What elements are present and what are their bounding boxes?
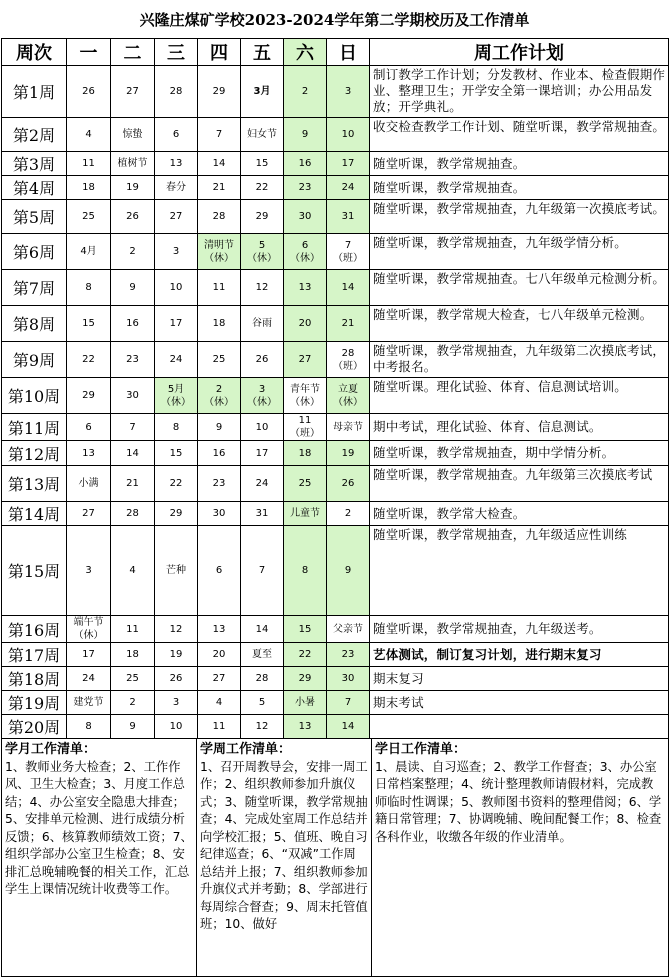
day-cell-wed: 22 [155,466,198,502]
week-row [2,176,669,200]
week-list-title: 学周工作清单： [200,742,292,757]
week-label: 第14周 [2,502,67,526]
day-cell-sun: 31 [327,200,370,234]
day-cell-tue: 18 [111,643,155,667]
day-cell-wed: 5月 （休） [155,378,198,414]
day-cell-sun: 14 [327,270,370,306]
day-cell-thu: 14 [198,152,241,176]
day-cell-sun: 父亲节 [327,616,370,643]
day-cell-tue: 7 [111,414,155,441]
day-cell-sun: 23 [327,643,370,667]
day-cell-thu: 清明节 （休） [198,234,241,270]
week-task: 艺体测试，制订复习计划，进行期末复习 [370,643,669,667]
day-cell-sat: 8 [284,526,327,616]
day-cell-fri: 12 [241,715,284,739]
day-cell-wed: 28 [155,66,198,118]
day-cell-thu: 23 [198,466,241,502]
day-cell-sun: 28 （班） [327,342,370,378]
day-cell-mon: 11 [67,152,111,176]
day-cell-mon: 29 [67,378,111,414]
day-cell-wed: 春分 [155,176,198,200]
week-task: 随堂听课，教学常大检查。 [370,502,669,526]
week-row [2,502,669,526]
day-cell-mon: 22 [67,342,111,378]
day-cell-fri: 14 [241,616,284,643]
day-cell-sun: 19 [327,441,370,466]
month-list-title: 学月工作清单： [5,742,97,757]
day-cell-sat: 15 [284,616,327,643]
day-cell-tue: 惊蛰 [111,118,155,152]
day-cell-sat: 儿童节 [284,502,327,526]
week-row [2,466,669,502]
week-row [2,66,669,118]
week-label: 第15周 [2,526,67,616]
day-cell-fri: 29 [241,200,284,234]
week-task: 随堂听课，教学常规抽查。 [370,176,669,200]
day-cell-fri: 31 [241,502,284,526]
day-cell-sat: 小暑 [284,691,327,715]
day-cell-thu: 28 [198,200,241,234]
day-cell-tue: 25 [111,667,155,691]
week-row [2,441,669,466]
day-cell-sat: 23 [284,176,327,200]
day-cell-sun: 立夏 （休） [327,378,370,414]
day-cell-mon: 小满 [67,466,111,502]
day-cell-sun: 7 [327,691,370,715]
day-cell-mon: 18 [67,176,111,200]
day-cell-sun: 7 （班） [327,234,370,270]
week-task: 随堂听课。理化试验、体育、信息测试培训。 [370,378,669,414]
day-cell-thu: 18 [198,306,241,342]
day-cell-wed: 15 [155,441,198,466]
day-cell-wed: 6 [155,118,198,152]
week-task: 随堂听课，教学常规抽查，九年级学情分析。 [370,234,669,270]
day-cell-mon: 3 [67,526,111,616]
day-cell-thu: 9 [198,414,241,441]
day-cell-sat: 25 [284,466,327,502]
week-row [2,234,669,270]
header-fri: 五 [241,39,284,66]
week-task: 随堂听课，教学常规抽查，九年级送考。 [370,616,669,643]
day-cell-fri: 22 [241,176,284,200]
week-row [2,118,669,152]
header-mon: 一 [67,39,111,66]
week-label: 第11周 [2,414,67,441]
day-cell-tue: 30 [111,378,155,414]
week-label: 第3周 [2,152,67,176]
day-cell-tue: 11 [111,616,155,643]
day-cell-thu: 4 [198,691,241,715]
day-cell-mon: 24 [67,667,111,691]
day-cell-sun: 10 [327,118,370,152]
day-cell-thu: 20 [198,643,241,667]
day-cell-sun: 21 [327,306,370,342]
day-cell-mon: 26 [67,66,111,118]
header-tue: 二 [111,39,155,66]
week-label: 第5周 [2,200,67,234]
day-cell-sun: 9 [327,526,370,616]
day-cell-tue: 21 [111,466,155,502]
week-label: 第10周 [2,378,67,414]
day-cell-wed: 19 [155,643,198,667]
day-cell-tue: 26 [111,200,155,234]
header-sat: 六 [284,39,327,66]
week-list [197,739,372,977]
day-cell-fri: 12 [241,270,284,306]
week-row [2,691,669,715]
day-cell-wed: 26 [155,667,198,691]
day-cell-wed: 17 [155,306,198,342]
day-cell-thu: 29 [198,66,241,118]
day-cell-fri: 10 [241,414,284,441]
week-task: 随堂听课，教学常规抽查，九年级适应性训练 [370,526,669,616]
day-cell-sat: 16 [284,152,327,176]
week-label: 第12周 [2,441,67,466]
week-row [2,667,669,691]
day-cell-wed: 12 [155,616,198,643]
day-cell-mon: 25 [67,200,111,234]
day-cell-sun: 17 [327,152,370,176]
day-cell-wed: 24 [155,342,198,378]
header-row [2,39,669,66]
day-cell-fri: 15 [241,152,284,176]
day-cell-mon: 13 [67,441,111,466]
week-row [2,616,669,643]
day-cell-thu: 11 [198,270,241,306]
page-title: 兴隆庄煤矿学校2023-2024学年第二学期校历及工作清单 [139,11,530,29]
day-cell-wed: 10 [155,715,198,739]
week-label: 第17周 [2,643,67,667]
day-list [372,739,669,977]
day-cell-fri: 谷雨 [241,306,284,342]
week-label: 第18周 [2,667,67,691]
header-wed: 三 [155,39,198,66]
day-cell-fri: 3月 [241,66,284,118]
day-cell-fri: 7 [241,526,284,616]
day-cell-sun: 母亲节 [327,414,370,441]
week-row [2,414,669,441]
day-cell-sat: 30 [284,200,327,234]
week-row [2,342,669,378]
day-cell-fri: 5 （休） [241,234,284,270]
week-row [2,270,669,306]
week-task: 期末考试 [370,691,669,715]
day-cell-thu: 21 [198,176,241,200]
day-cell-sat: 18 [284,441,327,466]
week-label: 第20周 [2,715,67,739]
day-cell-sat: 青年节 （休） [284,378,327,414]
week-row [2,152,669,176]
month-list-body: 1、教师业务大检查；2、工作作风、卫生大检查；3、月度工作总结；4、办公室安全隐患大排查；5、安排单元检测、进行成绩分析反馈；6、核算教师绩效工资；7、组织学部办公室卫生检查；8、安排汇总晚辅晚餐的相关工作，汇总学生上课情况统计收费等工作。 [5,759,193,896]
day-cell-fri: 17 [241,441,284,466]
day-cell-sun: 3 [327,66,370,118]
week-label: 第16周 [2,616,67,643]
week-label: 第8周 [2,306,67,342]
day-cell-mon: 端午节 （休） [67,616,111,643]
day-cell-sun: 24 [327,176,370,200]
day-cell-sun: 14 [327,715,370,739]
work-lists [1,738,669,977]
header-sun: 日 [327,39,370,66]
day-cell-fri: 3 （休） [241,378,284,414]
day-cell-wed: 13 [155,152,198,176]
day-cell-sun: 30 [327,667,370,691]
week-task: 期末复习 [370,667,669,691]
day-cell-thu: 7 [198,118,241,152]
day-cell-mon: 17 [67,643,111,667]
day-cell-mon: 8 [67,715,111,739]
day-cell-sat: 9 [284,118,327,152]
week-label: 第9周 [2,342,67,378]
day-cell-sat: 27 [284,342,327,378]
week-task: 随堂听课，教学常规抽查，九年级第一次摸底考试。 [370,200,669,234]
day-cell-tue: 4 [111,526,155,616]
day-cell-mon: 4 [67,118,111,152]
day-cell-tue: 28 [111,502,155,526]
day-cell-fri: 妇女节 [241,118,284,152]
day-cell-sun: 2 [327,502,370,526]
week-label: 第2周 [2,118,67,152]
day-cell-thu: 16 [198,441,241,466]
month-list [2,739,197,977]
day-cell-tue: 2 [111,234,155,270]
week-row [2,200,669,234]
week-task [370,715,669,739]
day-cell-sat: 11 （班） [284,414,327,441]
day-cell-sat: 2 [284,66,327,118]
day-cell-tue: 2 [111,691,155,715]
week-label: 第19周 [2,691,67,715]
day-cell-sun: 26 [327,466,370,502]
day-cell-fri: 28 [241,667,284,691]
day-cell-thu: 2 （休） [198,378,241,414]
day-list-body: 1、晨读、自习巡查；2、教学工作督查；3、办公室日常档案整理；4、统计整理教师请假材料，完成教师临时性调课；5、教师图书资料的整理借阅；6、学籍日常管理；7、协调晚辅、晚间配餐工作；8、检查各科作业，收缴各年级的作业清单。 [375,759,662,844]
header-thu: 四 [198,39,241,66]
day-cell-thu: 6 [198,526,241,616]
week-label: 第6周 [2,234,67,270]
day-cell-wed: 29 [155,502,198,526]
day-cell-tue: 19 [111,176,155,200]
day-cell-thu: 13 [198,616,241,643]
day-cell-thu: 30 [198,502,241,526]
week-task: 随堂听课，教学常规大检查，七八年级单元检测。 [370,306,669,342]
day-cell-tue: 14 [111,441,155,466]
week-row [2,306,669,342]
week-task: 随堂听课，教学常规抽查，期中学情分析。 [370,441,669,466]
day-cell-wed: 10 [155,270,198,306]
day-cell-tue: 9 [111,715,155,739]
header-week: 周次 [2,39,67,66]
day-cell-mon: 4月 [67,234,111,270]
day-cell-sat: 6 （休） [284,234,327,270]
day-cell-mon: 建党节 [67,691,111,715]
day-cell-tue: 27 [111,66,155,118]
week-task: 随堂听课，教学常规抽查。 [370,152,669,176]
calendar-table [1,38,669,739]
day-cell-fri: 24 [241,466,284,502]
day-list-title: 学日工作清单： [375,742,467,757]
week-task: 收交检查教学工作计划、随堂听课，教学常规抽查。 [370,118,669,152]
day-cell-mon: 8 [67,270,111,306]
week-label: 第13周 [2,466,67,502]
day-cell-wed: 3 [155,691,198,715]
week-label: 第4周 [2,176,67,200]
week-row [2,526,669,616]
day-cell-sat: 20 [284,306,327,342]
day-cell-tue: 16 [111,306,155,342]
week-list-body: 1、召开周教导会，安排一周工作；2、组织教师参加升旗仪式；3、随堂听课，教学常规抽查；4、完成处室周工作总结并向学校汇报；5、值班、晚自习纪律巡查；6、“双减”工作周总结并上报；7、组织教师参加升旗仪式并考勤；8、学部进行每周综合督查；9、周末托管值班；10、做好 [200,759,368,931]
week-task: 随堂听课，教学常规抽查，九年级第二次摸底考试，中考报名。 [370,342,669,378]
day-cell-mon: 15 [67,306,111,342]
week-task: 随堂听课，教学常规抽查。九年级第三次摸底考试 [370,466,669,502]
day-cell-tue: 23 [111,342,155,378]
day-cell-sat: 22 [284,643,327,667]
day-cell-sat: 13 [284,715,327,739]
day-cell-thu: 27 [198,667,241,691]
day-cell-thu: 25 [198,342,241,378]
day-cell-wed: 芒种 [155,526,198,616]
day-cell-fri: 5 [241,691,284,715]
day-cell-thu: 11 [198,715,241,739]
day-cell-fri: 夏至 [241,643,284,667]
day-cell-tue: 植树节 [111,152,155,176]
week-task: 制订教学工作计划；分发教材、作业本、检查假期作业、整理卫生；开学安全第一课培训；办公用品发放；开学典礼。 [370,66,669,118]
week-row [2,715,669,739]
day-cell-wed: 8 [155,414,198,441]
day-cell-sat: 29 [284,667,327,691]
day-cell-mon: 6 [67,414,111,441]
day-cell-sat: 13 [284,270,327,306]
day-cell-wed: 3 [155,234,198,270]
week-row [2,643,669,667]
day-cell-wed: 27 [155,200,198,234]
day-cell-fri: 26 [241,342,284,378]
day-cell-mon: 27 [67,502,111,526]
day-cell-tue: 9 [111,270,155,306]
header-plan: 周工作计划 [370,39,669,66]
week-label: 第7周 [2,270,67,306]
week-task: 期中考试，理化试验、体育、信息测试。 [370,414,669,441]
week-task: 随堂听课，教学常规抽查。七八年级单元检测分析。 [370,270,669,306]
week-row [2,378,669,414]
week-label: 第1周 [2,66,67,118]
